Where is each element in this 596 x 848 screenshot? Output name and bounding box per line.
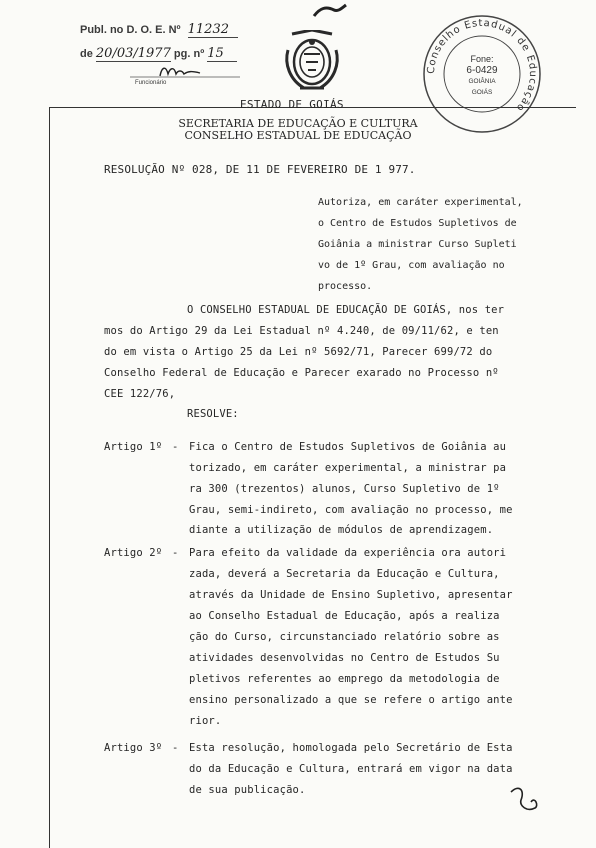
stamp-label: Fone: — [470, 54, 494, 64]
article-dash: - — [172, 742, 179, 754]
ink-mark — [312, 2, 348, 20]
preamble-line: Conselho Federal de Educação e Parecer exarado no Processo nº — [104, 367, 499, 379]
publication-stamp — [80, 20, 295, 90]
article-line: Esta resolução, homologada pelo Secretário de Esta — [189, 742, 513, 754]
article-line: ção do Curso, circunstanciado relatório sobre as — [189, 631, 500, 643]
publication-line-2 — [80, 46, 237, 62]
article-line: zada, deverá a Secretaria da Educação e Cultura, — [189, 568, 500, 580]
preamble-line: do em vista o Artigo 25 da Lei nº 5692/71, Parecer 699/72 do — [104, 346, 493, 358]
resolve-heading: RESOLVE: — [187, 408, 239, 420]
publication-date: 20/03/197 — [95, 46, 163, 61]
preamble-line: mos do Artigo 29 da Lei Estadual nº 4.240, de 09/11/62, e ten — [104, 325, 499, 337]
publication-year-digit: 7 — [162, 46, 171, 61]
summary-line: vo de 1º Grau, com avaliação no — [318, 260, 505, 271]
article-line: Para efeito da validade da experiência ora autori — [189, 547, 507, 559]
article-dash: - — [172, 441, 179, 453]
summary-line: Goiânia a ministrar Curso Supleti — [318, 239, 517, 250]
article-line: ensino personalizado a que se refere o artigo ante — [189, 694, 513, 706]
article-label: Artigo 1º — [104, 441, 163, 453]
secretariat-header: SECRETARIA DE EDUCAÇÃO E CULTURA — [178, 117, 418, 130]
stamp-phone: 6-0429 — [466, 65, 498, 76]
article-line: do da Educação e Cultura, entrará em vigor na data — [189, 763, 513, 775]
article-line: de sua publicação. — [189, 784, 306, 796]
publication-number: 11232 — [188, 22, 238, 38]
summary-line: o Centro de Estudos Supletivos de — [318, 218, 517, 229]
state-header: ESTADO DE GOIÁS — [240, 98, 344, 111]
council-header: CONSELHO ESTADUAL DE EDUCAÇÃO — [184, 129, 412, 142]
preamble-line: O CONSELHO ESTADUAL DE EDUCAÇÃO DE GOIÁS, nos ter — [187, 304, 505, 316]
article-line: atividades desenvolvidas no Centro de Estudos Su — [189, 652, 500, 664]
article-label: Artigo 3º — [104, 742, 163, 754]
preamble-line: CEE 122/76, — [104, 388, 176, 400]
rubric-mark — [505, 782, 545, 818]
stamp-state: GOIÁS — [471, 89, 493, 96]
publication-de: de — [80, 48, 93, 60]
article-line: torizado, em caráter experimental, a ministrar pa — [189, 462, 507, 474]
publication-page-label: pg. nº — [173, 48, 205, 60]
resolution-title: RESOLUÇÃO Nº 028, DE 11 DE FEVEREIRO DE 1 977. — [104, 163, 416, 176]
article-line: rior. — [189, 715, 222, 727]
article-line: ra 300 (trezentos) alunos, Curso Supletivo de 1º — [189, 483, 500, 495]
article-line: Fica o Centro de Estudos Supletivos de Goiânia au — [189, 441, 507, 453]
publication-label: Publ. no D. O. E. Nº — [80, 24, 181, 36]
article-line: pletivos referentes ao emprego da metodologia de — [189, 673, 500, 685]
summary-line: Autoriza, em caráter experimental, — [318, 197, 523, 208]
article-line: ao Conselho Estadual de Educação, após a realiza — [189, 610, 500, 622]
publication-line-1 — [80, 22, 238, 38]
signature — [130, 62, 240, 82]
stamp-city: GOIÂNIA — [468, 78, 496, 85]
article-line: Grau, semi-indireto, com avaliação no processo, me — [189, 504, 513, 516]
article-dash: - — [172, 547, 179, 559]
article-line: através da Unidade de Ensino Supletivo, apresentar — [189, 589, 513, 601]
stamp-ring-text: Conselho Estadual de Educação — [425, 17, 539, 114]
article-line: diante a utilização de módulos de aprendizagem. — [189, 524, 494, 536]
article-label: Artigo 2º — [104, 547, 163, 559]
summary-line: processo. — [318, 281, 373, 292]
coat-of-arms-emblem — [282, 30, 342, 92]
publication-page: 15 — [207, 46, 237, 62]
signer-role: Funcionário — [135, 80, 167, 86]
